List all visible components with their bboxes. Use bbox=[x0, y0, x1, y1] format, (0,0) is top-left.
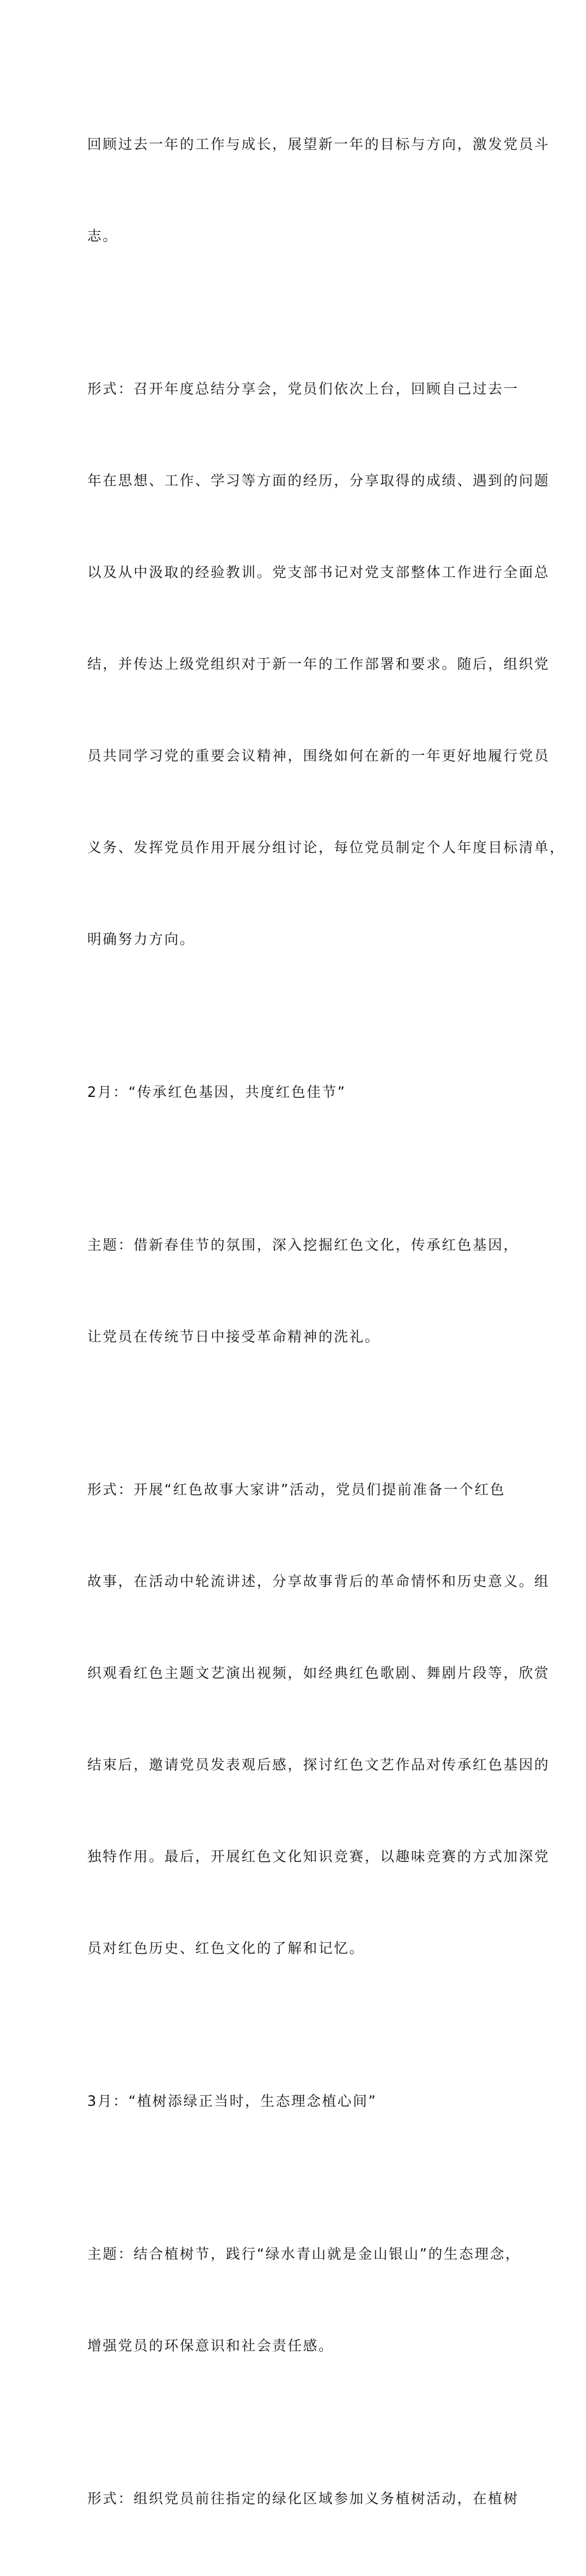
text-line: 员对红色历史、红色文化的了解和记忆。 bbox=[87, 1941, 365, 1957]
text-line: 以及从中汲取的经验教训。党支部书记对党支部整体工作进行全面总 bbox=[87, 565, 550, 581]
paragraph-review-goal bbox=[87, 69, 550, 313]
text-line: 主题：借新春佳节的氛围，深入挖掘红色文化，传承红色基因， bbox=[87, 1238, 519, 1254]
heading-february bbox=[87, 1017, 508, 1170]
paragraph-march-form bbox=[87, 2423, 519, 2576]
text-line: 义务、发挥党员作用开展分组讨论，每位党员制定个人年度目标清单， bbox=[87, 840, 566, 856]
paragraph-march-theme bbox=[87, 2179, 521, 2423]
text-line: 形式：召开年度总结分享会，党员们依次上台，回顾自己过去一 bbox=[87, 382, 519, 397]
paragraph-february-theme bbox=[87, 1170, 519, 1414]
text-line: 形式：组织党员前往指定的绿化区域参加义务植树活动，在植树 bbox=[87, 2491, 519, 2507]
text-line: 让党员在传统节日中接受革命精神的洗礼。 bbox=[87, 1329, 380, 1345]
text-line: 3月：“植树添绿正当时，生态理念植心间” bbox=[87, 2094, 377, 2110]
text-line: 故事，在活动中轮流讲述，分享故事背后的革命情怀和历史意义。组 bbox=[87, 1574, 550, 1590]
text-line: 明确努力方向。 bbox=[87, 932, 196, 948]
paragraph-january-form bbox=[87, 313, 566, 1017]
text-line: 织观看红色主题文艺演出视频，如经典红色歌剧、舞剧片段等，欣赏 bbox=[87, 1666, 550, 1682]
text-line: 年在思想、工作、学习等方面的经历，分享取得的成绩、遇到的问题 bbox=[87, 473, 550, 489]
text-line: 增强党员的环保意识和社会责任感。 bbox=[87, 2338, 334, 2354]
text-line: 形式：开展“红色故事大家讲”活动，党员们提前准备一个红色 bbox=[87, 1482, 506, 1498]
text-line: 结束后，邀请党员发表观后感，探讨红色文艺作品对传承红色基因的 bbox=[87, 1757, 550, 1773]
heading-march bbox=[87, 2026, 508, 2179]
text-line: 志。 bbox=[87, 229, 118, 245]
document-body bbox=[87, 69, 566, 2576]
text-line: 独特作用。最后，开展红色文化知识竞赛，以趣味竞赛的方式加深党 bbox=[87, 1849, 550, 1865]
text-line: 主题：结合植树节，践行“绿水青山就是金山银山”的生态理念， bbox=[87, 2247, 521, 2263]
text-line: 结，并传达上级党组织对于新一年的工作部署和要求。随后，组织党 bbox=[87, 657, 550, 673]
text-line: 员共同学习党的重要会议精神，围绕如何在新的一年更好地履行党员 bbox=[87, 748, 550, 764]
text-line: 回顾过去一年的工作与成长，展望新一年的目标与方向，激发党员斗 bbox=[87, 137, 550, 153]
paragraph-february-form bbox=[87, 1414, 550, 2026]
text-line: 2月：“传承红色基因，共度红色佳节” bbox=[87, 1085, 347, 1101]
